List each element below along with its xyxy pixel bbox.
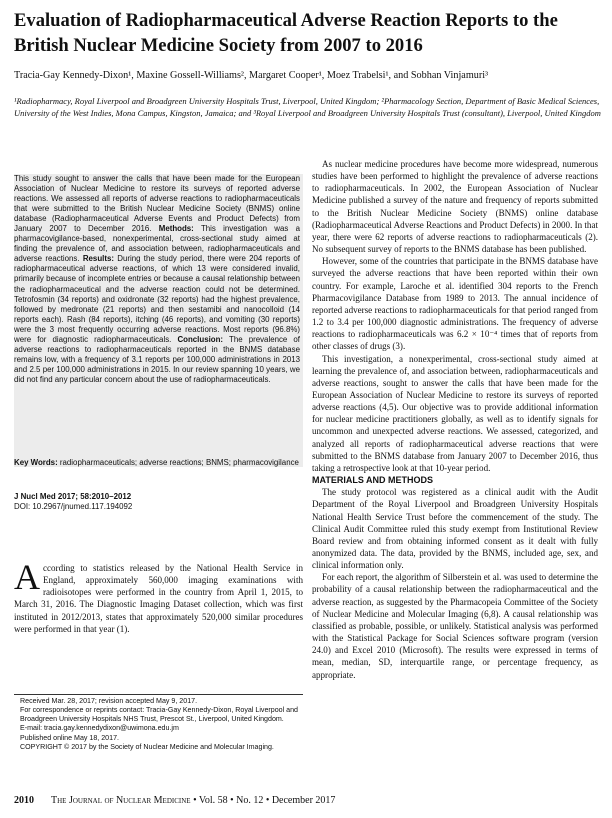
- body-paragraph: The study protocol was registered as a clinical audit with the Audit Department of the Royal Liverpool and Broadgreen University Hospitals National Health Service Trust before the commencement of the study. The Clinical Audit Committee ruled this study exempt from Institutional Review Board review and from obtaining informed consent as it dealt with fully anonymized data. The data, provided by the BNMS, included age, sex, and clinical information only.: [312, 487, 598, 571]
- copyright-notice: COPYRIGHT © 2017 by the Society of Nuclear Medicine and Molecular Imaging.: [20, 742, 274, 751]
- body-paragraph: However, some of the countries that participate in the BNMS database have surveyed the adverse reactions that have been reported within their own country. For example, Laroche et al. identified 304 reports to the French Pharmacovigilance Database from 1989 to 2013. The annual incidence of reported adverse reactions to radiopharmaceuticals for that period ranged from 1.2 to 3.4 per 100,000 diagnostic administrations. The frequency of adverse reactions to radiopharmaceuticals was 6.2 × 10⁻⁴ times that of reports from other classes of drugs (3).: [312, 256, 598, 352]
- keywords: [14, 458, 300, 468]
- section-heading-methods: MATERIALS AND METHODS: [312, 475, 433, 486]
- author-list: Tracia-Gay Kennedy-Dixon¹, Maxine Gossell-Williams², Margaret Cooper¹, Moez Trabelsi¹, and Sobhan Vinjamuri³: [14, 70, 489, 81]
- intro-text: ccording to statistics released by the National Health Service in England, approximately 560,000 imaging examinations with radioisotopes were performed in the country from April 1, 2015, to March 31, 2016. The Diagnostic Imaging Dataset collection, which was first instituted in 2012/2013, states that approximately 520,000 similar procedures were performed in that year (1).: [14, 563, 303, 634]
- article-title: Evaluation of Radiopharmaceutical Adverse Reaction Reports to the British Nuclear Medicine Society from 2007 to 2016: [14, 10, 558, 56]
- abstract-conclusion: The prevalence of adverse reactions to radiopharmaceuticals reported in the BNMS database remains low, with a frequency of 3.1 reports per 100,000 administrations in 2013 and 2.5 per 100,000 administrations in 2015. In our review spanning 10 years, we did not find any particular concern about the use of radiopharmaceuticals.: [14, 334, 300, 384]
- contact-email[interactable]: E-mail: tracia.gay.kennedydixon@uwimona.edu.jm: [20, 724, 179, 733]
- intro-paragraph: [14, 557, 303, 635]
- citation-block: [14, 492, 303, 512]
- abstract-box: [14, 174, 303, 467]
- drop-cap: A: [14, 557, 40, 597]
- keywords-label: Key Words:: [14, 458, 58, 467]
- keywords-list: radiopharmaceuticals; adverse reactions; BNMS; pharmacovigilance: [57, 458, 299, 467]
- abstract-text: [14, 174, 300, 385]
- footnote-divider: [14, 694, 303, 695]
- body-paragraph: As nuclear medicine procedures have become more widespread, numerous studies have been performed to highlight the prevalence of adverse reactions to radiopharmaceuticals. In 2002, the European Association of Nuclear Medicine published a survey of the nature and frequency of reports submitted to the British Nuclear Medicine Society (BNMS) online database (Radiopharmaceutical Adverse Reactions and Product Defects) in 2000. In that year, there were 62 reports of adverse reactions to radiopharmaceuticals (2). No subsequent survey of reports to the BNMS database has been published.: [312, 159, 598, 255]
- journal-issue: • Vol. 58 • No. 12 • December 2017: [190, 795, 336, 806]
- correspondence-info: For correspondence or reprints contact: Tracia-Gay Kennedy-Dixon, Royal Liverpool and Broadgreen University Hospitals NHS Trust, Prescot St., Liverpool, United Kingdom.: [20, 706, 298, 724]
- abstract-conclusion-label: Conclusion:: [177, 334, 224, 344]
- body-paragraph: This investigation, a nonexperimental, cross-sectional study aimed at learning the prevalence of, and association between, radiopharmaceuticals and adverse reactions, sought to answer the calls that have been made for the European Association of Nuclear Medicine to restore its surveys of reported adverse reactions (4,5). Our objective was to provide additional information for nuclear medicine practitioners globally, as well as to identify signals for uncommon and unexpected adverse reactions. We assessed, categorized, and analyzed all reports of radiopharmaceutical adverse reactions that were submitted to the BNMS database from January 2007 to December 2016, thus taking a retrospective look at that 10-year period.: [312, 353, 598, 473]
- right-column: [312, 158, 598, 681]
- abstract-methods-label: Methods:: [158, 224, 194, 234]
- journal-name: The Journal of Nuclear Medicine: [51, 795, 191, 806]
- abstract-methods: This investigation was a pharmacovigilance-based, nonexperimental, cross-sectional study aimed at finding the prevalence of, and association between, radiopharmaceuticals and adverse reactions.: [14, 224, 300, 264]
- author-affiliations: ¹Radiopharmacy, Royal Liverpool and Broadgreen University Hospitals Trust, Liverpool, United Kingdom; ²Pharmacology Section, Department of Basic Medical Sciences, University of the West Indies, Mona Campus, Kingston, Jamaica; and ³Royal Liverpool and Broadgreen University Hospitals Trust (consultant), Liverpool, United Kingdom: [14, 96, 601, 118]
- journal-citation: J Nucl Med 2017; 58:2010–2012: [14, 492, 132, 501]
- abstract-intro: This study sought to answer the calls that have been made for the European Association of Nuclear Medicine to restore its surveys of reported adverse reactions. We assessed all reports of adverse reactions to radiopharmaceuticals that were submitted to the British Nuclear Medicine Society (BNMS) online database (Radiopharmaceutical Adverse Events and Product Defects) from January 2007 to December 2016.: [14, 174, 300, 234]
- page-number: 2010: [14, 795, 34, 806]
- doi-link[interactable]: DOI: 10.2967/jnumed.117.194092: [14, 502, 133, 512]
- abstract-results: During the study period, there were 204 reports of radiopharmaceutical adverse reactions, of which 13 were considered invalid, primarily because of incomplete entries or because a causal relationship between the radiopharmaceutical and the adverse reaction could not be determined. Tetrofosmin (34 reports) and oxidronate (32 reports) had the highest prevalence, followed by medronate (21 reports) and then sestamibi and nanocolloid (14 reports each). Rash (84 reports), itching (46 reports), and vomiting (30 reports) were the 3 most frequently occurring adverse reactions. Most reports (96.8%) were for diagnostic radiopharmaceuticals.: [14, 254, 300, 344]
- page-footer: [14, 794, 599, 808]
- abstract-results-label: Results:: [82, 254, 114, 264]
- received-date: Received Mar. 28, 2017; revision accepted May 9, 2017.: [20, 697, 198, 705]
- published-date: Published online May 18, 2017.: [20, 733, 119, 742]
- article-footnote: [20, 697, 300, 752]
- body-paragraph: For each report, the algorithm of Silberstein et al. was used to determine the probability of a causal relationship between the radiopharmaceutical and the adverse reaction, as suggested by the Pharmacopeia Committee of the Society of Nuclear Medicine and Molecular Imaging (6,8). A causal relationship was classified as probable, possible, or unlikely. Statistical analysis was performed with the Statistical Package for Social Sciences software program (version 24.0) and Excel 2010 (Microsoft). The results were expressed in terms of mean, median, SD, interquartile range, or percentage frequency, as appropriate.: [312, 572, 598, 680]
